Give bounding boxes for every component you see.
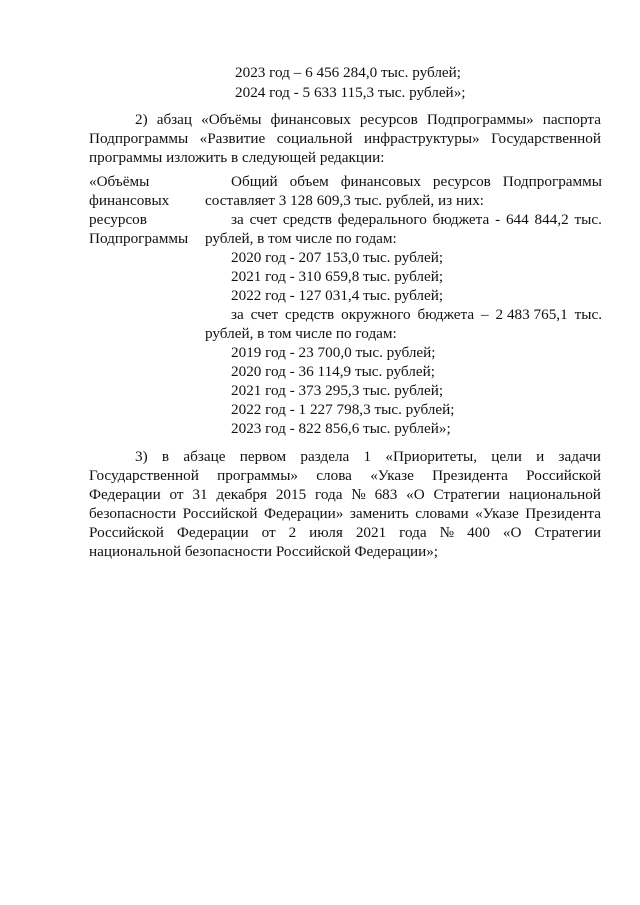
paragraph-line xyxy=(89,466,601,485)
word: № xyxy=(439,524,455,541)
paragraph-line: программы изложить в следующей редакции: xyxy=(89,149,385,166)
paragraph-line xyxy=(135,447,601,466)
paragraph-line xyxy=(135,110,601,129)
word: Подпрограммы» xyxy=(426,111,534,128)
word: Стратегии xyxy=(534,524,601,541)
table-left-cell: финансовых xyxy=(89,192,170,209)
word: «Указе xyxy=(475,505,519,522)
word: Президента xyxy=(525,505,601,522)
table-left-cell: Подпрограммы xyxy=(89,230,189,247)
word: Российской xyxy=(89,524,164,541)
table-right-line: рублей, в том числе по годам: xyxy=(205,230,397,247)
word: «Объёмы xyxy=(201,111,262,128)
word: ресурсов xyxy=(359,111,418,128)
word: 2021 xyxy=(355,524,387,541)
word: – xyxy=(481,306,489,323)
paragraph-line: национальной безопасности Российской Федерации»; xyxy=(89,543,439,560)
word: июля xyxy=(309,524,343,541)
district-year-line: 2021 год - 373 295,3 тыс. рублей; xyxy=(231,382,444,399)
table-right-line xyxy=(231,210,602,229)
word: «Развитие xyxy=(199,130,266,147)
word: 2 xyxy=(288,524,297,541)
word: «Указе xyxy=(370,467,414,484)
text-line: 2023 год – 6 456 284,0 тыс. рублей; xyxy=(235,64,462,81)
word: Федерации» xyxy=(264,505,344,522)
federal-year-line: 2020 год - 207 153,0 тыс. рублей; xyxy=(231,249,444,266)
word: тыс. xyxy=(574,211,602,228)
table-right-line: составляет 3 128 609,3 тыс. рублей, из них: xyxy=(205,192,485,209)
paragraph-line xyxy=(89,523,601,542)
federal-year-line: 2021 год - 310 659,8 тыс. рублей; xyxy=(231,268,444,285)
word: в xyxy=(161,448,170,465)
district-year-line: 2020 год - 36 114,9 тыс. рублей; xyxy=(231,363,435,380)
table-right-line xyxy=(231,305,602,324)
word: заменить xyxy=(349,505,409,522)
word: Стратегии xyxy=(433,486,501,503)
word: счет xyxy=(250,306,279,323)
word: 31 xyxy=(192,486,208,503)
word: Федерации xyxy=(176,524,249,541)
word: Подпрограммы xyxy=(502,173,602,190)
word: Подпрограммы xyxy=(89,130,189,147)
word: года xyxy=(399,524,427,541)
word: 2015 xyxy=(275,486,307,503)
word: раздела xyxy=(300,448,350,465)
word: Российской xyxy=(182,505,258,522)
word: 1 xyxy=(363,448,372,465)
word: финансовых xyxy=(340,173,421,190)
table-left-cell: «Объёмы xyxy=(89,173,150,190)
word: безопасности xyxy=(89,505,177,522)
word: счет xyxy=(249,211,278,228)
word: 2 483 765,1 xyxy=(495,306,568,323)
word: словами xyxy=(415,505,469,522)
word: 3) xyxy=(135,448,148,465)
word: средств xyxy=(282,211,332,228)
word: паспорта xyxy=(542,111,601,128)
word: за xyxy=(231,211,244,228)
word: № xyxy=(351,486,366,503)
word: декабря xyxy=(216,486,268,503)
word: от xyxy=(261,524,276,541)
word: «О xyxy=(502,524,522,541)
table-right-line: рублей, в том числе по годам: xyxy=(205,325,397,342)
table-right-line xyxy=(231,172,602,191)
word: 400 xyxy=(467,524,490,541)
word: объем xyxy=(289,173,329,190)
word: Государственной xyxy=(491,130,601,147)
word: 644 xyxy=(505,211,529,228)
table-left-cell: ресурсов xyxy=(89,211,147,228)
word: - xyxy=(495,211,501,228)
word: 683 xyxy=(374,486,398,503)
word: абзац xyxy=(156,111,193,128)
word: финансовых xyxy=(270,111,351,128)
word: бюджета xyxy=(417,306,475,323)
word: первом xyxy=(239,448,287,465)
word: «Приоритеты, xyxy=(385,448,478,465)
word: федерального xyxy=(337,211,427,228)
word: Президента xyxy=(432,467,508,484)
word: 844,2 xyxy=(534,211,569,228)
word: Российской xyxy=(526,467,601,484)
district-year-line: 2023 год - 822 856,6 тыс. рублей»; xyxy=(231,420,451,437)
word: окружного xyxy=(341,306,411,323)
word: Общий xyxy=(231,173,278,190)
word: социальной xyxy=(276,130,353,147)
word: и xyxy=(536,448,545,465)
word: национальной xyxy=(508,486,601,503)
word: ресурсов xyxy=(432,173,491,190)
federal-year-line: 2022 год - 127 031,4 тыс. рублей; xyxy=(231,287,444,304)
paragraph-line xyxy=(89,129,601,148)
word: инфраструктуры» xyxy=(364,130,480,147)
text-line: 2024 год - 5 633 115,3 тыс. рублей»; xyxy=(235,84,466,101)
word: слова xyxy=(316,467,352,484)
word: Государственной xyxy=(89,467,199,484)
word: программы» xyxy=(217,467,299,484)
word: 2) xyxy=(135,111,148,128)
district-year-line: 2022 год - 1 227 798,3 тыс. рублей; xyxy=(231,401,455,418)
word: цели xyxy=(491,448,522,465)
word: бюджета xyxy=(432,211,490,228)
paragraph-line xyxy=(89,504,601,523)
word: года xyxy=(314,486,343,503)
word: от xyxy=(169,486,184,503)
word: абзаце xyxy=(183,448,226,465)
paragraph-line xyxy=(89,485,601,504)
word: задачи xyxy=(558,448,601,465)
word: тыс. xyxy=(574,306,602,323)
district-year-line: 2019 год - 23 700,0 тыс. рублей; xyxy=(231,344,436,361)
word: «О xyxy=(406,486,425,503)
word: Федерации xyxy=(89,486,161,503)
word: за xyxy=(231,306,244,323)
word: средств xyxy=(285,306,335,323)
